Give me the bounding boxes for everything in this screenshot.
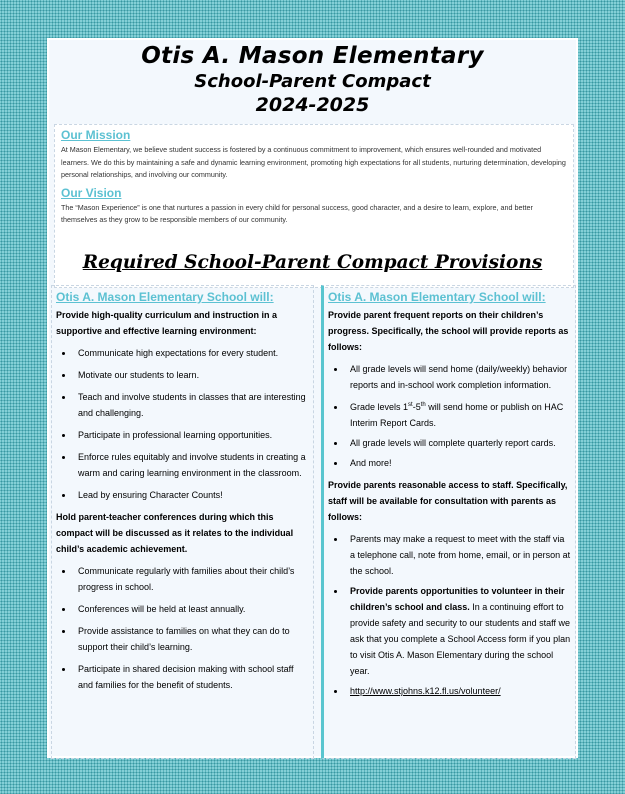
list-item: • Motivate our students to learn.: [74, 367, 309, 383]
mission-heading: Our Mission: [61, 128, 131, 142]
list-item: [346, 583, 571, 679]
school-year: 2024-2025: [255, 94, 370, 116]
grade-sup-th: th: [420, 402, 426, 408]
list-item: • Enforce rules equitably and involve students in creating a warm and caring learning environment in the classroom.: [74, 449, 309, 481]
left-column: [51, 285, 314, 759]
list-item: • All grade levels will complete quarterly report cards.: [346, 435, 571, 451]
list-item: • Conferences will be held at least annually.: [74, 601, 309, 617]
volunteer-bold-text: Provide parents opportunities to volunteer in their children’s school and class.: [350, 586, 565, 612]
mission-text: At Mason Elementary, we believe student success is fostered by a continuous commitment to improvement, which ensures well-rounded and motivated learners. We do this by maintaining a safe and dynamic learning environment, promoting high expectations for all students, nurturing determination, developing personal relationships, and involving our community.: [61, 145, 566, 179]
right-column: [321, 285, 576, 759]
grade-text-pre: Grade levels 1: [350, 402, 409, 412]
list-item: [346, 683, 571, 699]
provisions-title: Required School-Parent Compact Provisions: [82, 252, 543, 273]
list-item: [346, 397, 571, 431]
left-intro-1: Provide high-quality curriculum and instruction in a supportive and effective learning environment:: [56, 310, 278, 336]
left-intro-2: Hold parent-teacher conferences during which this compact will be discussed as it relates to the individual child’s academic achievement.: [56, 512, 294, 554]
list-item: • Communicate regularly with families about their child’s progress in school.: [74, 563, 309, 595]
right-list-1: [328, 361, 571, 471]
list-item: • Participate in professional learning opportunities.: [74, 427, 309, 443]
list-item: • Provide assistance to families on what they can do to support their child’s learning.: [74, 623, 309, 655]
list-item: • And more!: [346, 455, 571, 471]
vision-text: The “Mason Experience” is one that nurtures a passion in every child for personal success, good character, and a desire to learn, explore, and better themselves as they grow to be responsible members of our community.: [61, 202, 533, 224]
right-column-heading: Otis A. Mason Elementary School will:: [328, 290, 546, 304]
document-header: [49, 40, 576, 116]
list-item: • Parents may make a request to meet with the staff via a telephone call, note from home, email, or in person at the school.: [346, 531, 571, 579]
volunteer-link[interactable]: http://www.stjohns.k12.fl.us/volunteer/: [350, 686, 501, 696]
grade-text-post: will send home or publish on HAC Interim Report Cards.: [350, 402, 564, 428]
document-title: School-Parent Compact: [194, 71, 431, 92]
grade-text-mid: -5: [412, 402, 421, 412]
compact-document: [47, 38, 578, 758]
left-column-heading: Otis A. Mason Elementary School will:: [56, 290, 274, 304]
list-item: • Teach and involve students in classes that are interesting and challenging.: [74, 389, 309, 421]
vision-heading: Our Vision: [61, 185, 122, 200]
right-intro-1: Provide parent frequent reports on their children’s progress. Specifically, the school will provide reports as follows:: [328, 310, 569, 352]
right-list-2: [328, 531, 571, 699]
list-item: • All grade levels will send home (daily/weekly) behavior reports and in-school work completion information.: [346, 361, 571, 393]
right-intro-2: Provide parents reasonable access to staff. Specifically, staff will be available for consultation with parents as follows:: [328, 480, 568, 522]
volunteer-rest-text: In a continuing effort to provide safety and security to our students and staff we ask that you complete a School Access form if you plan to visit Otis A. Mason Elementary during the school year.: [350, 602, 571, 676]
list-item: • Communicate high expectations for every student.: [74, 345, 309, 361]
grade-sup-st: st: [408, 402, 413, 408]
left-list-1: [56, 345, 309, 503]
list-item: • Participate in shared decision making with school staff and families for the benefit of students.: [74, 661, 309, 693]
list-item: • Lead by ensuring Character Counts!: [74, 487, 309, 503]
left-list-2: [56, 563, 309, 693]
school-name: Otis A. Mason Elementary: [141, 43, 484, 69]
